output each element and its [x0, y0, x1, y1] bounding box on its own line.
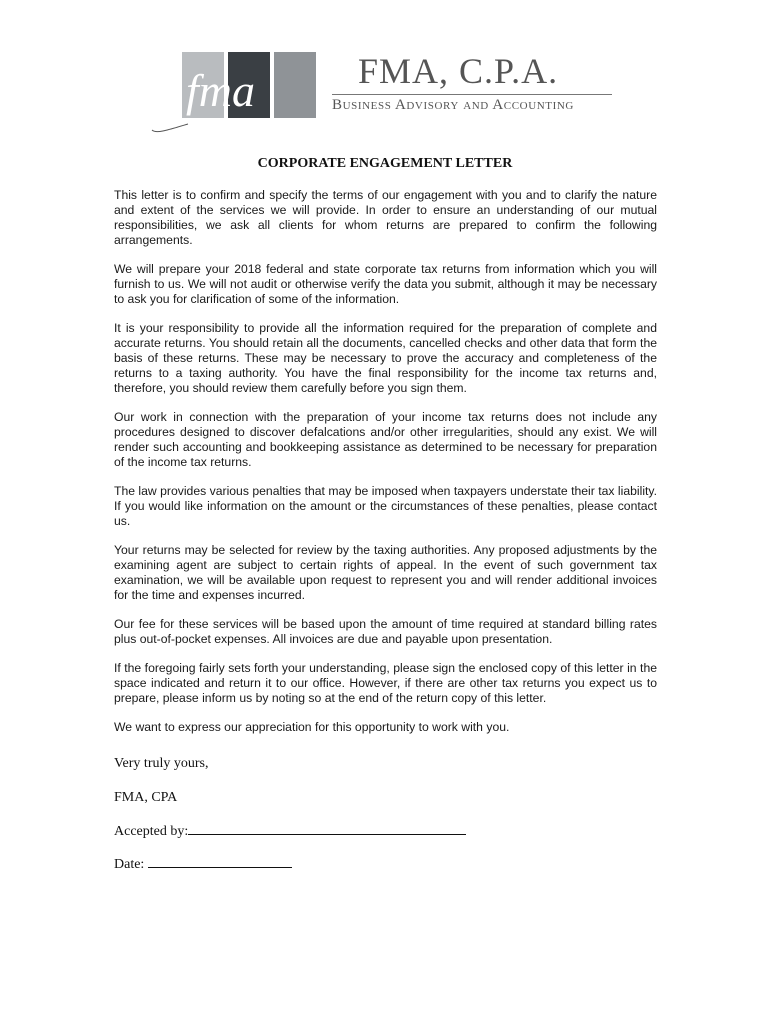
paragraph: If the foregoing fairly sets forth your understanding, please sign the enclosed copy of this letter in the space indicated and return it to our office. However, if there are other tax returns you expect us to prepare, please inform us by noting so at the end of the return copy of this letter. — [114, 661, 657, 705]
accepted-by-signature-line[interactable] — [188, 822, 466, 835]
paragraph: This letter is to confirm and specify the terms of our engagement with you and to clarify the nature and extent of the services we will provide. In order to ensure an understanding of our mutual responsibilities, we ask all clients for whom returns are prepared to confirm the following arrangements. — [114, 188, 657, 247]
logo-divider — [332, 94, 612, 95]
paragraph: The law provides various penalties that may be imposed when taxpayers understate their tax liability. If you would like information on the amount or the circumstances of these penalties, please contact us. — [114, 484, 657, 528]
paragraph: It is your responsibility to provide all the information required for the preparation of complete and accurate returns. You should retain all the documents, cancelled checks and other data that form the basis of these returns. These may be necessary to prove the accuracy and completeness of the returns to a taxing authority. You have the final responsibility for the income tax returns and, therefore, you should review them carefully before you sign them. — [114, 321, 657, 395]
paragraph: We want to express our appreciation for this opportunity to work with you. — [114, 720, 510, 734]
firm-name: FMA, C.P.A. — [358, 51, 559, 91]
paragraph: Your returns may be selected for review by the taxing authorities. Any proposed adjustments by the examining agent are subject to certain rights of appeal. In the event of such government tax examination, we will be available upon request to represent you and will render additional invoices for the time and expenses incurred. — [114, 543, 657, 602]
firm-logo — [148, 50, 618, 140]
document-title: CORPORATE ENGAGEMENT LETTER — [257, 156, 513, 171]
accepted-by-label: Accepted by: — [114, 824, 189, 839]
accepted-by-row — [114, 822, 466, 840]
letter-body — [114, 188, 657, 749]
date-label: Date: — [114, 857, 145, 872]
signer-name: FMA, CPA — [114, 790, 178, 805]
date-row — [114, 855, 292, 873]
closing-salutation: Very truly yours, — [114, 756, 209, 771]
paragraph: Our work in connection with the preparation of your income tax returns does not include any procedures designed to discover defalcations and/or other irregularities, should any exist. We will render such accounting and bookkeeping assistance as determined to be necessary for preparation of the income tax returns. — [114, 410, 657, 469]
logo-monogram-text: fma — [186, 65, 255, 116]
firm-tagline: Business Advisory and Accounting — [332, 97, 574, 113]
paragraph: We will prepare your 2018 federal and state corporate tax returns from information which you will furnish to us. We will not audit or otherwise verify the data you submit, although it may be necessary to ask you for clarification of some of the information. — [114, 262, 657, 306]
date-signature-line[interactable] — [148, 855, 292, 868]
paragraph: Our fee for these services will be based upon the amount of time required at standard billing rates plus out-of-pocket expenses. All invoices are due and payable upon presentation. — [114, 617, 657, 646]
